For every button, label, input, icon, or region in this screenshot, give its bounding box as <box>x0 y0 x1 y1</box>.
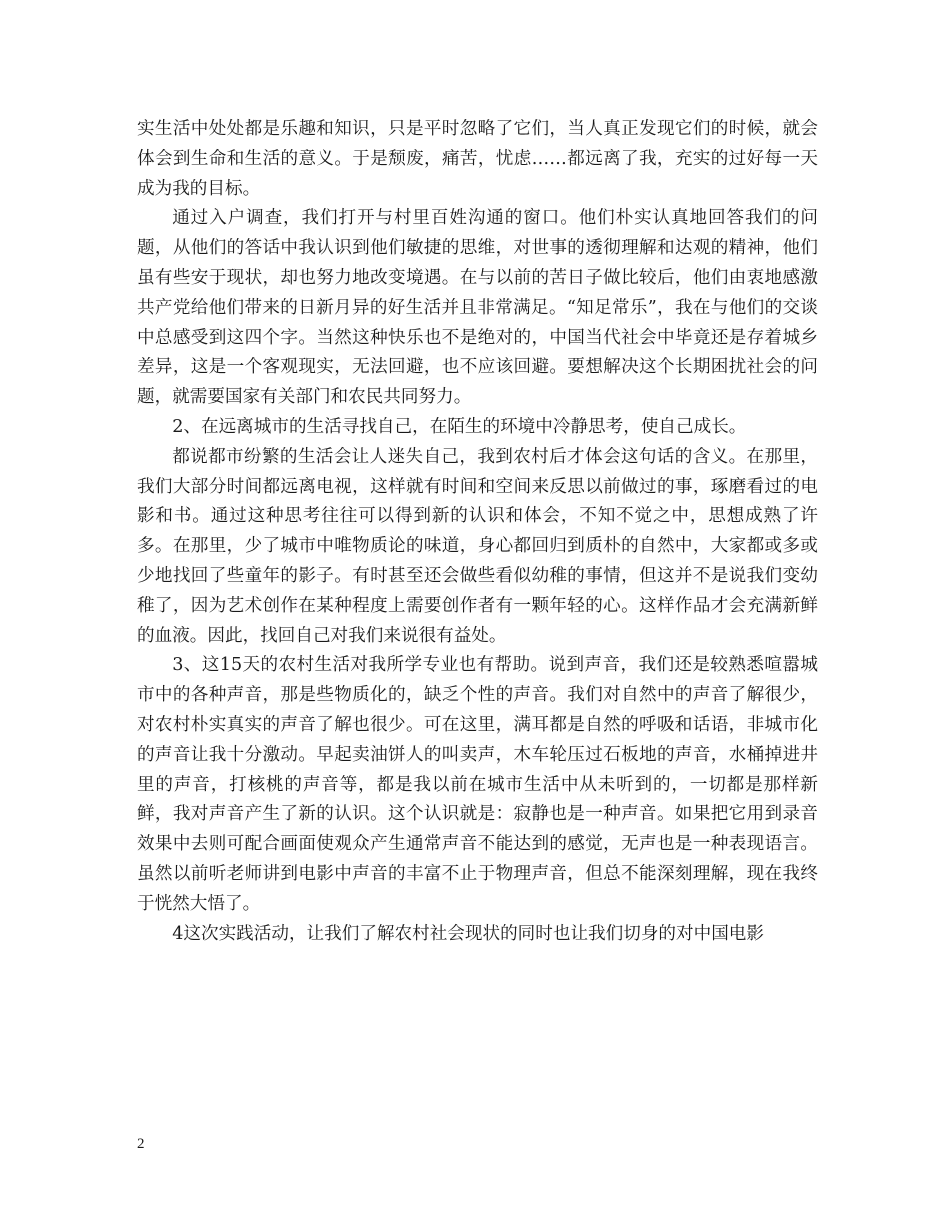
page-number: 2 <box>137 1136 145 1152</box>
paragraph-6: 4这次实践活动，让我们了解农村社会现状的同时也让我们切身的对中国电影 <box>172 923 764 944</box>
paragraph-1: 实生活中处处都是乐趣和知识，只是平时忽略了它们，当人真正发现它们的时候，就会体会到生命和生活的意义。于是颓废，痛苦，忧虑……都远离了我，充实的过好每一天成为我的目标。 <box>137 119 818 199</box>
body-text <box>137 115 818 949</box>
paragraph-5: 3、这15天的农村生活对我所学专业也有帮助。说到声音，我们还是较熟悉喧嚣城市中的各种声音，那是些物质化的，缺乏个性的声音。我们对自然中的声音了解很少，对农村朴实真实的声音了解也很少。可在这里，满耳都是自然的呼吸和话语，非城市化的声音让我十分激动。早起卖油饼人的叫卖声，木车轮压过石板地的声音，水桶掉进井里的声音，打核桃的声音等，都是我以前在城市生活中从未听到的，一切都是那样新鲜，我对声音产生了新的认识。这个认识就是：寂静也是一种声音。如果把它用到录音效果中去则可配合画面使观众产生通常声音不能达到的感觉，无声也是一种表现语言。虽然以前听老师讲到电影中声音的丰富不止于物理声音，但总不能深刻理解，现在我终于恍然大悟了。 <box>137 655 818 914</box>
paragraph-4: 都说都市纷繁的生活会让人迷失自己，我到农村后才体会这句话的含义。在那里，我们大部分时间都远离电视，这样就有时间和空间来反思以前做过的事，琢磨看过的电影和书。通过这种思考往往可以得到新的认识和体会，不知不觉之中，思想成熟了许多。在那里，少了城市中唯物质论的味道，身心都回归到质朴的自然中，大家都或多或少地找回了些童年的影子。有时甚至还会做些看似幼稚的事情，但这并不是说我们变幼稚了，因为艺术创作在某种程度上需要创作者有一颗年轻的心。这样作品才会充满新鲜的血液。因此，找回自己对我们来说很有益处。 <box>137 446 818 646</box>
paragraph-3-heading: 2、在远离城市的生活寻找自己，在陌生的环境中冷静思考，使自己成长。 <box>172 416 747 437</box>
paragraph-2: 通过入户调查，我们打开与村里百姓沟通的窗口。他们朴实认真地回答我们的问题，从他们的答话中我认识到他们敏捷的思维，对世事的透彻理解和达观的精神，他们虽有些安于现状，却也努力地改变境遇。在与以前的苦日子做比较后，他们由衷地感激共产党给他们带来的日新月异的好生活并且非常满足。“知足常乐”，我在与他们的交谈中总感受到这四个字。当然这种快乐也不是绝对的，中国当代社会中毕竟还是存着城乡差异，这是一个客观现实，无法回避，也不应该回避。要想解决这个长期困扰社会的问题，就需要国家有关部门和农民共同努力。 <box>137 208 818 408</box>
